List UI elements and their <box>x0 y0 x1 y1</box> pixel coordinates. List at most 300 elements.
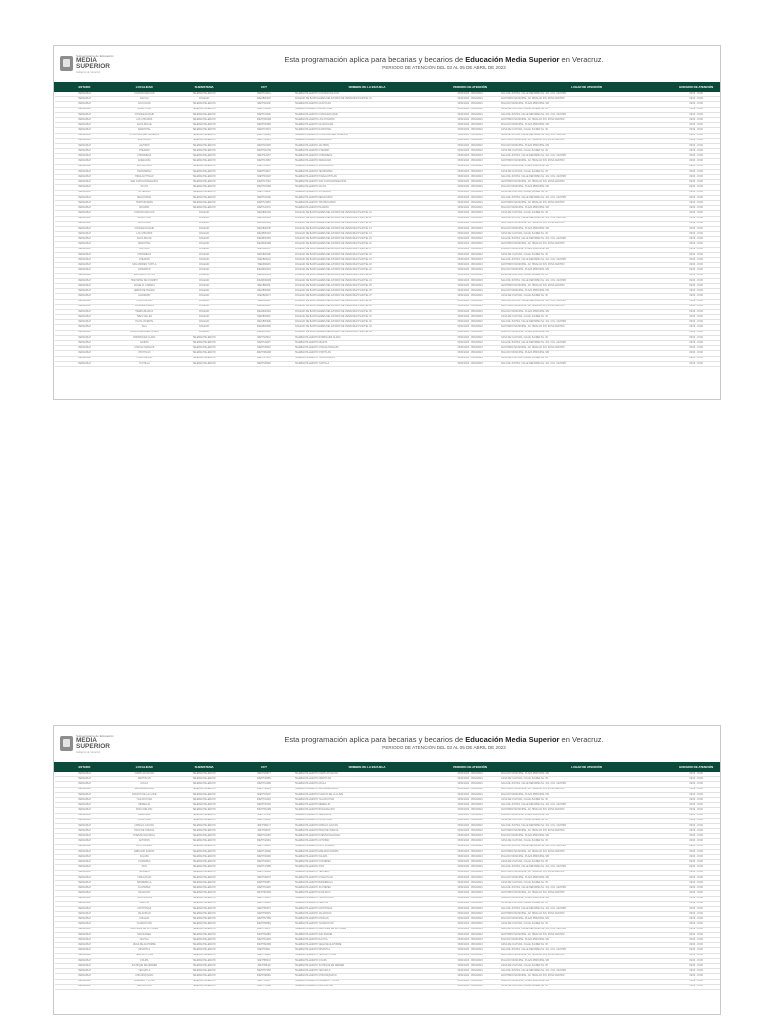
table-cell: TELEBACHILLERATO COATZACOALCOS <box>294 92 440 97</box>
table-cell: TELEBACHILLERATO <box>174 927 234 932</box>
table-cell: 30ETH3412O <box>234 797 294 802</box>
table-cell: 09:00 - 15:00 <box>673 133 720 138</box>
table-cell: SALA DE JUNTAS, CALLE REFORMA No. 101, COL. CENTRO <box>500 341 673 346</box>
table-cell: 30ETH7048E <box>234 984 294 989</box>
table-cell: 09:00 - 15:00 <box>673 818 720 823</box>
table-cell: VERACRUZ <box>55 984 115 989</box>
table-cell: 30ECB0029H <box>234 304 294 309</box>
table-cell: TELEBACHILLERATO EMILIANO ZAPATA <box>294 849 440 854</box>
column-header: PERIODO DE ATENCIÓN <box>440 763 500 772</box>
document-page-2 <box>53 725 721 1015</box>
table-cell: 03/04/2023 - 05/04/2023 <box>440 823 500 828</box>
table-cell: JÁLTIPAN <box>114 247 174 252</box>
table-cell: 09:00 - 15:00 <box>673 237 720 242</box>
table-cell: 03/04/2023 - 05/04/2023 <box>440 963 500 968</box>
table-cell: TELEBACHILLERATO <box>174 818 234 823</box>
table-cell: 03/04/2023 - 05/04/2023 <box>440 938 500 943</box>
table-cell: CHICONQUIACO <box>114 974 174 979</box>
table-cell: TELEBACHILLERATO TENOCHTITLÁN <box>294 953 440 958</box>
table-cell: JUCHIQUE DE FERRER <box>114 963 174 968</box>
table-cell: 30ETH3513N <box>234 803 294 808</box>
column-header: HORARIO DE ATENCIÓN <box>673 763 720 772</box>
table-cell: 03/04/2023 - 05/04/2023 <box>440 777 500 782</box>
table-cell: AUDITORIO MUNICIPAL, AV. HIDALGO S/N, ZONA CENTRO <box>500 829 673 834</box>
table-cell: 03/04/2023 - 05/04/2023 <box>440 273 500 278</box>
table-cell: TELEBACHILLERATO CHICONQUIACO <box>294 974 440 979</box>
table-cell: VERACRUZ <box>55 829 115 834</box>
table-cell: TELEBACHILLERATO VERACRUZ <box>294 813 440 818</box>
table-cell: PALACIO MUNICIPAL, PLAZA PRINCIPAL S/N <box>500 185 673 190</box>
table-cell: VERACRUZ <box>55 963 115 968</box>
table-cell: AUDITORIO MUNICIPAL, AV. HIDALGO S/N, ZONA CENTRO <box>500 932 673 937</box>
table-cell: 09:00 - 15:00 <box>673 880 720 885</box>
table-cell: VERACRUZ <box>55 299 115 304</box>
table-cell: 30ETH3614M <box>234 808 294 813</box>
table-cell: 30ECB0013P <box>234 226 294 231</box>
table-cell: VERACRUZ <box>55 912 115 917</box>
table-cell: 30ETH6947F <box>234 979 294 984</box>
table-cell: COLEGIO <box>174 268 234 273</box>
table-cell: TELEBACHILLERATO <box>174 984 234 989</box>
table-cell: VERACRUZ <box>55 782 115 787</box>
table-cell: 03/04/2023 - 05/04/2023 <box>440 849 500 854</box>
table-cell: ATZALAN <box>114 917 174 922</box>
table-cell: TELEBACHILLERATO ACTOPAN <box>294 839 440 844</box>
table-cell: 03/04/2023 - 05/04/2023 <box>440 886 500 891</box>
table-cell: 03/04/2023 - 05/04/2023 <box>440 361 500 366</box>
table-cell: 30ECB0012Q <box>234 221 294 226</box>
table-cell: TELEBACHILLERATO <box>174 123 234 128</box>
table-cell: 03/04/2023 - 05/04/2023 <box>440 979 500 984</box>
table-cell: 09:00 - 15:00 <box>673 943 720 948</box>
table-cell: 03/04/2023 - 05/04/2023 <box>440 164 500 169</box>
table-cell: VERACRUZ <box>55 252 115 257</box>
table-cell: 30ETH5028Y <box>234 880 294 885</box>
table-cell: VERACRUZ <box>55 283 115 288</box>
table-cell: 09:00 - 15:00 <box>673 803 720 808</box>
table-cell: VERACRUZ <box>55 917 115 922</box>
table-cell: TELEBACHILLERATO CHACALTIANGUIS <box>294 346 440 351</box>
table-cell: 09:00 - 15:00 <box>673 304 720 309</box>
seal-icon <box>60 736 73 751</box>
table-cell: TELEBACHILLERATO SAN RAFAEL <box>294 932 440 937</box>
table-cell: PALACIO MUNICIPAL, PLAZA PRINCIPAL S/N <box>500 938 673 943</box>
table-cell: TELEBACHILLERATO ACAYUCAN <box>294 102 440 107</box>
table-cell: 30ECB0024M <box>234 278 294 283</box>
table-cell: 03/04/2023 - 05/04/2023 <box>440 803 500 808</box>
table-cell: XALAPA <box>114 855 174 860</box>
table-cell: TELEBACHILLERATO <box>174 849 234 854</box>
table-cell: 30ECB0034C <box>234 330 294 335</box>
table-cell: TELEBACHILLERATO <box>174 891 234 896</box>
table-cell: 03/04/2023 - 05/04/2023 <box>440 221 500 226</box>
table-cell: 30ETH3715L <box>234 813 294 818</box>
table-cell: VERACRUZ <box>55 772 115 777</box>
table-cell: JALACINGO <box>114 912 174 917</box>
table-cell: PALACIO MUNICIPAL, PLAZA PRINCIPAL S/N <box>500 896 673 901</box>
table-cell: 30ETH6543J <box>234 958 294 963</box>
table-cell: ÚRSULO GALVÁN <box>114 823 174 828</box>
table-cell: 09:00 - 15:00 <box>673 823 720 828</box>
table-cell: COLEGIO DE BACHILLERES DEL ESTADO DE VERACRUZ PLANTEL 10 <box>294 211 440 216</box>
table-cell: 09:00 - 15:00 <box>673 906 720 911</box>
table-cell: 03/04/2023 - 05/04/2023 <box>440 309 500 314</box>
table-cell: COATZACOALCOS <box>114 211 174 216</box>
table-cell: 30ETH3816K <box>234 818 294 823</box>
table-cell: TELEBACHILLERATO <box>174 143 234 148</box>
table-cell: TELEBACHILLERATO IXMATLAHUACAN <box>294 772 440 777</box>
table-cell: SOCONUSCO <box>114 164 174 169</box>
table-cell: VERACRUZ <box>55 777 115 782</box>
table-cell: ZARAGOZA <box>114 159 174 164</box>
table-cell: COLIPA <box>114 958 174 963</box>
table-cell: 09:00 - 15:00 <box>673 289 720 294</box>
table-cell: TELEBACHILLERATO PASO DE OVEJAS <box>294 829 440 834</box>
table-cell: VERACRUZ <box>55 154 115 159</box>
table-cell: 03/04/2023 - 05/04/2023 <box>440 294 500 299</box>
table-cell: 09:00 - 15:00 <box>673 97 720 102</box>
table-cell: 09:00 - 15:00 <box>673 117 720 122</box>
table-cell: TELEBACHILLERATO <box>174 813 234 818</box>
table-cell: 09:00 - 15:00 <box>673 143 720 148</box>
title-block <box>244 735 644 750</box>
logo-line-2: MEDIA <box>76 737 97 744</box>
table-cell: 03/04/2023 - 05/04/2023 <box>440 206 500 211</box>
table-cell: 09:00 - 15:00 <box>673 175 720 180</box>
table-cell: VERACRUZ <box>55 175 115 180</box>
table-cell: JUAN RODRÍGUEZ CLARA <box>114 330 174 335</box>
table-cell: TELEBACHILLERATO SALTABARRANCA <box>294 787 440 792</box>
logo-line-3: SUPERIOR <box>76 63 110 70</box>
table-cell: COLEGIO <box>174 294 234 299</box>
table-cell: 03/04/2023 - 05/04/2023 <box>440 912 500 917</box>
table-cell: TELEBACHILLERATO <box>174 335 234 340</box>
table-cell: 30ETH0618D <box>234 123 294 128</box>
table-cell: CASA DE CULTURA, CALLE JUÁREZ No. 45 <box>500 252 673 257</box>
table-cell: CASA DE CULTURA, CALLE JUÁREZ No. 45 <box>500 943 673 948</box>
table-cell: 03/04/2023 - 05/04/2023 <box>440 356 500 361</box>
table-cell: 09:00 - 15:00 <box>673 849 720 854</box>
column-header: SUBSISTEMA <box>174 763 234 772</box>
table-cell: TELEBACHILLERATO TEXISTEPEC <box>294 169 440 174</box>
table-cell: VERACRUZ <box>55 221 115 226</box>
table-cell: 09:00 - 15:00 <box>673 273 720 278</box>
table-cell: 09:00 - 15:00 <box>673 875 720 880</box>
table-cell: MISANTLA <box>114 948 174 953</box>
table-cell: 09:00 - 15:00 <box>673 808 720 813</box>
table-cell: VERACRUZ <box>55 149 115 154</box>
table-cell: 09:00 - 15:00 <box>673 164 720 169</box>
table-cell: VERACRUZ <box>55 958 115 963</box>
table-cell: TELEBACHILLERATO NANCHITAL <box>294 128 440 133</box>
table-cell: 03/04/2023 - 05/04/2023 <box>440 299 500 304</box>
table-cell: AUDITORIO MUNICIPAL, AV. HIDALGO S/N, ZONA CENTRO <box>500 97 673 102</box>
table-cell: MEDELLÍN <box>114 803 174 808</box>
table-cell: SALA DE JUNTAS, CALLE REFORMA No. 101, COL. CENTRO <box>500 361 673 366</box>
table-cell: VERACRUZ <box>55 922 115 927</box>
table-cell: 03/04/2023 - 05/04/2023 <box>440 278 500 283</box>
table-cell: CASA DE CULTURA, CALLE JUÁREZ No. 45 <box>500 273 673 278</box>
table-cell: COSAUTLÁN <box>114 875 174 880</box>
table-cell: PUENTE NACIONAL <box>114 834 174 839</box>
table-cell: TELEBACHILLERATO <box>174 792 234 797</box>
table-cell: 03/04/2023 - 05/04/2023 <box>440 92 500 97</box>
table-cell: 03/04/2023 - 05/04/2023 <box>440 969 500 974</box>
page-subtitle: PERIODO DE ATENCIÓN DEL 03 AL 05 DE ABRIL DE 2023 <box>382 65 506 70</box>
column-header: PERIODO DE ATENCIÓN <box>440 83 500 92</box>
table-cell: VERACRUZ <box>55 200 115 205</box>
table-cell: 09:00 - 15:00 <box>673 263 720 268</box>
table-cell: VERACRUZ <box>55 870 115 875</box>
table-cell: 09:00 - 15:00 <box>673 159 720 164</box>
table-cell: 30ETH0701S <box>234 128 294 133</box>
table-cell: YECUATLA <box>114 969 174 974</box>
table-cell: SALA DE JUNTAS, CALLE REFORMA No. 101, COL. CENTRO <box>500 133 673 138</box>
table-cell: 30ETH1502Y <box>234 169 294 174</box>
table-cell: LANDERO Y COSS <box>114 979 174 984</box>
table-cell: TELEBACHILLERATO VEGA DE ALATORRE <box>294 943 440 948</box>
table-cell: TELEBACHILLERATO <box>174 180 234 185</box>
table-cell: 09:00 - 15:00 <box>673 247 720 252</box>
table-cell: COLEGIO <box>174 242 234 247</box>
table-cell: COLEGIO DE BACHILLERES DEL ESTADO DE VERACRUZ PLANTEL 25 <box>294 283 440 288</box>
table-cell: 09:00 - 15:00 <box>673 185 720 190</box>
table-cell: VERACRUZ <box>55 932 115 937</box>
table-cell: 30ECB0031F <box>234 315 294 320</box>
table-cell: SALA DE JUNTAS, CALLE REFORMA No. 101, COL. CENTRO <box>500 216 673 221</box>
table-cell: 03/04/2023 - 05/04/2023 <box>440 891 500 896</box>
table-cell: 09:00 - 15:00 <box>673 829 720 834</box>
table-cell: TELEBACHILLERATO <box>174 855 234 860</box>
table-cell: TELEBACHILLERATO XICO <box>294 865 440 870</box>
table-cell: SALA DE JUNTAS, CALLE REFORMA No. 101, COL. CENTRO <box>500 299 673 304</box>
table-cell: LAS CHOAPAS <box>114 117 174 122</box>
table-cell: 30ETH5129X <box>234 886 294 891</box>
table-cell: VERACRUZ <box>55 268 115 273</box>
table-cell: TELEBACHILLERATO AMATITLÁN <box>294 777 440 782</box>
table-cell: MINATITLÁN <box>114 216 174 221</box>
table-cell: 09:00 - 15:00 <box>673 112 720 117</box>
media-superior-logo <box>60 734 122 756</box>
table-cell: SALA DE JUNTAS, CALLE REFORMA No. 101, COL. CENTRO <box>500 782 673 787</box>
table-cell: TEOCELO <box>114 870 174 875</box>
table-cell: TELEBACHILLERATO TATAHUICAPAN <box>294 200 440 205</box>
table-cell: TELEBACHILLERATO <box>174 351 234 356</box>
table-cell: NANCHITAL <box>114 242 174 247</box>
table-cell: EMILIANO ZAPATA <box>114 849 174 854</box>
table-cell: CASA DE CULTURA, CALLE JUÁREZ No. 45 <box>500 128 673 133</box>
table-cell: VERACRUZ <box>55 880 115 885</box>
table-cell: 30ETH4220G <box>234 839 294 844</box>
table-cell: ACAYUCAN <box>114 102 174 107</box>
table-cell: VERACRUZ <box>55 901 115 906</box>
table-cell: VERACRUZ <box>55 216 115 221</box>
table-cell: PALACIO MUNICIPAL, PLAZA PRINCIPAL S/N <box>500 792 673 797</box>
table-cell: TELEBACHILLERATO <box>174 906 234 911</box>
table-cell: CHACALTIANGUIS <box>114 346 174 351</box>
table-cell: AZUETA <box>114 341 174 346</box>
table-cell: 09:00 - 15:00 <box>673 844 720 849</box>
table-cell: 03/04/2023 - 05/04/2023 <box>440 252 500 257</box>
table-cell: 03/04/2023 - 05/04/2023 <box>440 143 500 148</box>
table-cell: 03/04/2023 - 05/04/2023 <box>440 97 500 102</box>
table-cell: 03/04/2023 - 05/04/2023 <box>440 839 500 844</box>
table-cell: OLUTA <box>114 185 174 190</box>
table-cell: AUDITORIO MUNICIPAL, AV. HIDALGO S/N, ZONA CENTRO <box>500 283 673 288</box>
table-cell: PALACIO MUNICIPAL, PLAZA PRINCIPAL S/N <box>500 164 673 169</box>
table-cell: TELEBACHILLERATO TLACOJALPAN <box>294 356 440 361</box>
table-cell: 30ETH1419V <box>234 164 294 169</box>
table-cell: 30ECB0020I <box>234 263 294 268</box>
table-cell: PALACIO MUNICIPAL, PLAZA PRINCIPAL S/N <box>500 123 673 128</box>
table-cell: 09:00 - 15:00 <box>673 320 720 325</box>
table-cell: 09:00 - 15:00 <box>673 299 720 304</box>
table-cell: VERACRUZ <box>55 117 115 122</box>
table-cell: TELEBACHILLERATO MISANTLA <box>294 948 440 953</box>
table-cell: TELEBACHILLERATO JÁLTIPAN <box>294 143 440 148</box>
table-cell: 30ETH4523D <box>234 855 294 860</box>
table-cell: VERACRUZ <box>55 797 115 802</box>
table-cell: VERACRUZ <box>55 808 115 813</box>
table-cell: COLEGIO DE BACHILLERES DEL ESTADO DE VERACRUZ PLANTEL 23 <box>294 273 440 278</box>
table-cell: PASO DE OVEJAS <box>114 829 174 834</box>
table-cell: VERACRUZ <box>55 865 115 870</box>
table-cell: 09:00 - 15:00 <box>673 258 720 263</box>
table-cell: TELEBACHILLERATO <box>174 865 234 870</box>
table-cell: TELEBACHILLERATO TUXTILLA <box>294 361 440 366</box>
table-cell: MINATITLÁN <box>114 107 174 112</box>
table-cell: 30ETH2402Y <box>234 341 294 346</box>
table-cell: LERDO DE TEJADA <box>114 289 174 294</box>
table-cell: COSAMALOAPAN <box>114 304 174 309</box>
table-cell: TELEBACHILLERATO <box>174 346 234 351</box>
table-cell: 30ETH3210Q <box>234 787 294 792</box>
table-cell: ALTOTONGA <box>114 906 174 911</box>
table-cell: 03/04/2023 - 05/04/2023 <box>440 818 500 823</box>
table-cell: AUDITORIO MUNICIPAL, AV. HIDALGO S/N, ZONA CENTRO <box>500 221 673 226</box>
table-cell: TELEBACHILLERATO CHINAMECA <box>294 154 440 159</box>
table-cell: 30ETH2907T <box>234 772 294 777</box>
table-cell: VERACRUZ <box>55 325 115 330</box>
document-page-1 <box>53 45 721 400</box>
table-cell: AUDITORIO MUNICIPAL, AV. HIDALGO S/N, ZONA CENTRO <box>500 159 673 164</box>
table-cell: 09:00 - 15:00 <box>673 149 720 154</box>
table-cell: 30ETH1611P <box>234 175 294 180</box>
table-cell: TELEBACHILLERATO <box>174 787 234 792</box>
table-cell: VERACRUZ <box>55 273 115 278</box>
table-cell: HUEYAPAN DE OCAMPO <box>114 278 174 283</box>
column-header: CCT <box>234 83 294 92</box>
table-cell: 03/04/2023 - 05/04/2023 <box>440 112 500 117</box>
table-cell: TELEBACHILLERATO <box>174 361 234 366</box>
table-cell: COLEGIO <box>174 226 234 231</box>
table-cell: 30ETH5230W <box>234 891 294 896</box>
table-cell: TELEBACHILLERATO <box>174 969 234 974</box>
table-cell: VERACRUZ <box>55 886 115 891</box>
table-cell: VERACRUZ <box>55 849 115 854</box>
table-cell: OTEAPAN <box>114 258 174 263</box>
table-cell: RODRÍGUEZ CLARA <box>114 335 174 340</box>
table-cell: 30ECB0032E <box>234 320 294 325</box>
table-cell: 09:00 - 15:00 <box>673 309 720 314</box>
table-cell: MOLOACÁN <box>114 138 174 143</box>
table-cell: AUDITORIO MUNICIPAL, AV. HIDALGO S/N, ZONA CENTRO <box>500 953 673 958</box>
table-cell: COLEGIO DE BACHILLERES DEL ESTADO DE VERACRUZ PLANTEL 27 <box>294 294 440 299</box>
table-cell: 30ECB0025L <box>234 283 294 288</box>
table-cell: TELEBACHILLERATO JILOTEPEC <box>294 886 440 891</box>
table-cell: SANTIAGO TUXTLA <box>114 273 174 278</box>
table-cell: CASA DE CULTURA, CALLE JUÁREZ No. 45 <box>500 922 673 927</box>
page-title: Esta programación aplica para becarias y becarios de Educación Media Superior en Veracruz. <box>284 55 604 64</box>
table-cell: CASA DE CULTURA, CALLE JUÁREZ No. 45 <box>500 860 673 865</box>
table-cell: PEROTE <box>114 901 174 906</box>
table-cell: SALA DE JUNTAS, CALLE REFORMA No. 101, COL. CENTRO <box>500 823 673 828</box>
table-cell: 30ETH6139N <box>234 938 294 943</box>
table-cell: 09:00 - 15:00 <box>673 107 720 112</box>
table-cell: SAN ANDRÉS TUXTLA <box>114 263 174 268</box>
table-cell: VERACRUZ <box>55 844 115 849</box>
table-cell: COLEGIO DE BACHILLERES DEL ESTADO DE VERACRUZ PLANTEL 21 <box>294 97 440 102</box>
table-cell: SAN RAFAEL <box>114 932 174 937</box>
table-cell: 09:00 - 15:00 <box>673 912 720 917</box>
table-cell: TELEBACHILLERATO ALTO LUCERO <box>294 844 440 849</box>
table-cell: 30ETH3109R <box>234 782 294 787</box>
table-cell: COLEGIO DE BACHILLERES DEL ESTADO DE VERACRUZ PLANTEL 26 <box>294 289 440 294</box>
table-cell: 03/04/2023 - 05/04/2023 <box>440 102 500 107</box>
table-cell: 09:00 - 15:00 <box>673 200 720 205</box>
table-cell: 30ETH0410K <box>234 112 294 117</box>
table-cell: TELEBACHILLERATO OTEAPAN <box>294 149 440 154</box>
table-cell: 30ECB0017L <box>234 247 294 252</box>
table-cell: TELEBACHILLERATO ATZALAN <box>294 917 440 922</box>
table-cell: TELEBACHILLERATO JALACINGO <box>294 912 440 917</box>
table-cell: COLEGIO <box>174 221 234 226</box>
table-cell: VERACRUZ <box>55 195 115 200</box>
table-cell: TELEBACHILLERATO ACULA <box>294 782 440 787</box>
table-cell: 30ETH1816R <box>234 185 294 190</box>
table-cell: TLALIXCOYAN <box>114 797 174 802</box>
table-cell: VERACRUZ <box>55 974 115 979</box>
table-cell: 09:00 - 15:00 <box>673 865 720 870</box>
table-cell: 30ETH4321F <box>234 844 294 849</box>
table-cell: XICO <box>114 865 174 870</box>
table-cell: VERACRUZ <box>55 938 115 943</box>
table-cell: SALA DE JUNTAS, CALLE REFORMA No. 101, COL. CENTRO <box>500 237 673 242</box>
table-cell: AUDITORIO MUNICIPAL, AV. HIDALGO S/N, ZONA CENTRO <box>500 325 673 330</box>
table-cell: 03/04/2023 - 05/04/2023 <box>440 185 500 190</box>
table-cell: TELEBACHILLERATO <box>174 839 234 844</box>
table-cell: TLAPACOYAN <box>114 922 174 927</box>
table-cell: AUDITORIO MUNICIPAL, AV. HIDALGO S/N, ZONA CENTRO <box>500 870 673 875</box>
table-cell: PALACIO MUNICIPAL, PLAZA PRINCIPAL S/N <box>500 813 673 818</box>
table-cell: 09:00 - 15:00 <box>673 325 720 330</box>
table-cell: CASA DE CULTURA, CALLE JUÁREZ No. 45 <box>500 880 673 885</box>
table-cell: 09:00 - 15:00 <box>673 232 720 237</box>
table-cell: AUDITORIO MUNICIPAL, AV. HIDALGO S/N, ZONA CENTRO <box>500 263 673 268</box>
table-cell: PALACIO MUNICIPAL, PLAZA PRINCIPAL S/N <box>500 309 673 314</box>
table-cell: VERACRUZ <box>55 159 115 164</box>
table-cell: COLEGIO <box>174 325 234 330</box>
table-cell: 03/04/2023 - 05/04/2023 <box>440 133 500 138</box>
table-cell: 09:00 - 15:00 <box>673 948 720 953</box>
table-cell: TRES VALLES <box>114 315 174 320</box>
table-cell: 03/04/2023 - 05/04/2023 <box>440 943 500 948</box>
table-cell: COLEGIO <box>174 258 234 263</box>
table-cell: VERACRUZ <box>55 891 115 896</box>
table-cell: 03/04/2023 - 05/04/2023 <box>440 258 500 263</box>
table-cell: 03/04/2023 - 05/04/2023 <box>440 289 500 294</box>
table-cell: TELEBACHILLERATO TLALIXCOYAN <box>294 797 440 802</box>
